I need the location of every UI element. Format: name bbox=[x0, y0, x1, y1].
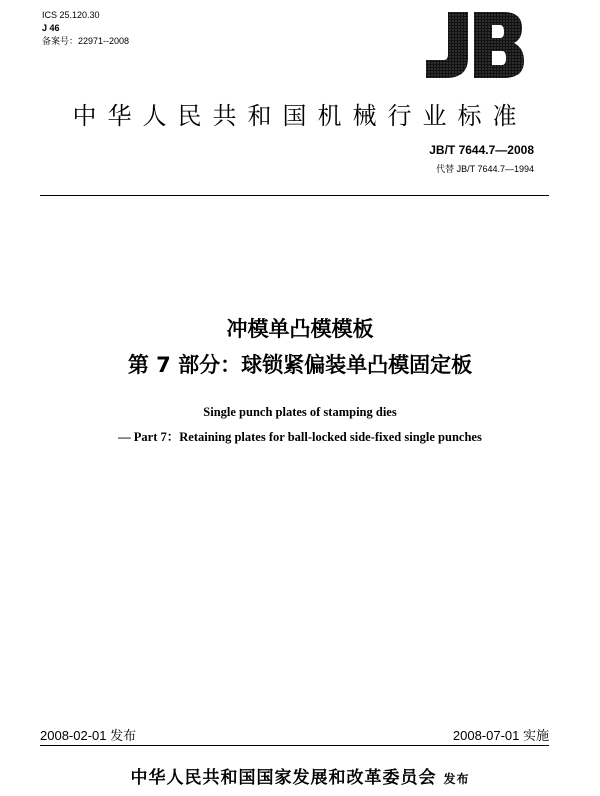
classification-code: J 46 bbox=[42, 23, 60, 33]
publisher-line bbox=[0, 763, 600, 788]
industry-standard-title: 中华人民共和国机械行业标准 bbox=[72, 102, 528, 130]
jb-logo bbox=[416, 8, 528, 82]
ics-code: ICS 25.120.30 bbox=[42, 10, 100, 20]
publisher-suffix: 发布 bbox=[443, 772, 470, 786]
implementation-date: 2008-07-01 实施 bbox=[452, 728, 549, 743]
chinese-title-line-2: 第 7 部分：球锁紧偏装单凸模固定板 bbox=[127, 353, 473, 377]
publisher-name: 中华人民共和国国家发展和改革委员会 bbox=[130, 768, 437, 788]
top-divider bbox=[40, 195, 549, 196]
record-number: 备案号：22971--2008 bbox=[42, 36, 130, 46]
issue-date: 2008-02-01 发布 bbox=[40, 728, 137, 743]
english-title-line-2: — Part 7：Retaining plates for ball-locked side-fixed single punches bbox=[118, 430, 482, 444]
bottom-divider bbox=[40, 745, 549, 746]
standard-number: JB/T 7644.7—2008 bbox=[429, 143, 534, 157]
chinese-title-line-1: 冲模单凸模模板 bbox=[226, 317, 374, 341]
english-title-line-1: Single punch plates of stamping dies bbox=[203, 405, 397, 419]
replaces-standard: 代替 JB/T 7644.7—1994 bbox=[436, 164, 534, 174]
